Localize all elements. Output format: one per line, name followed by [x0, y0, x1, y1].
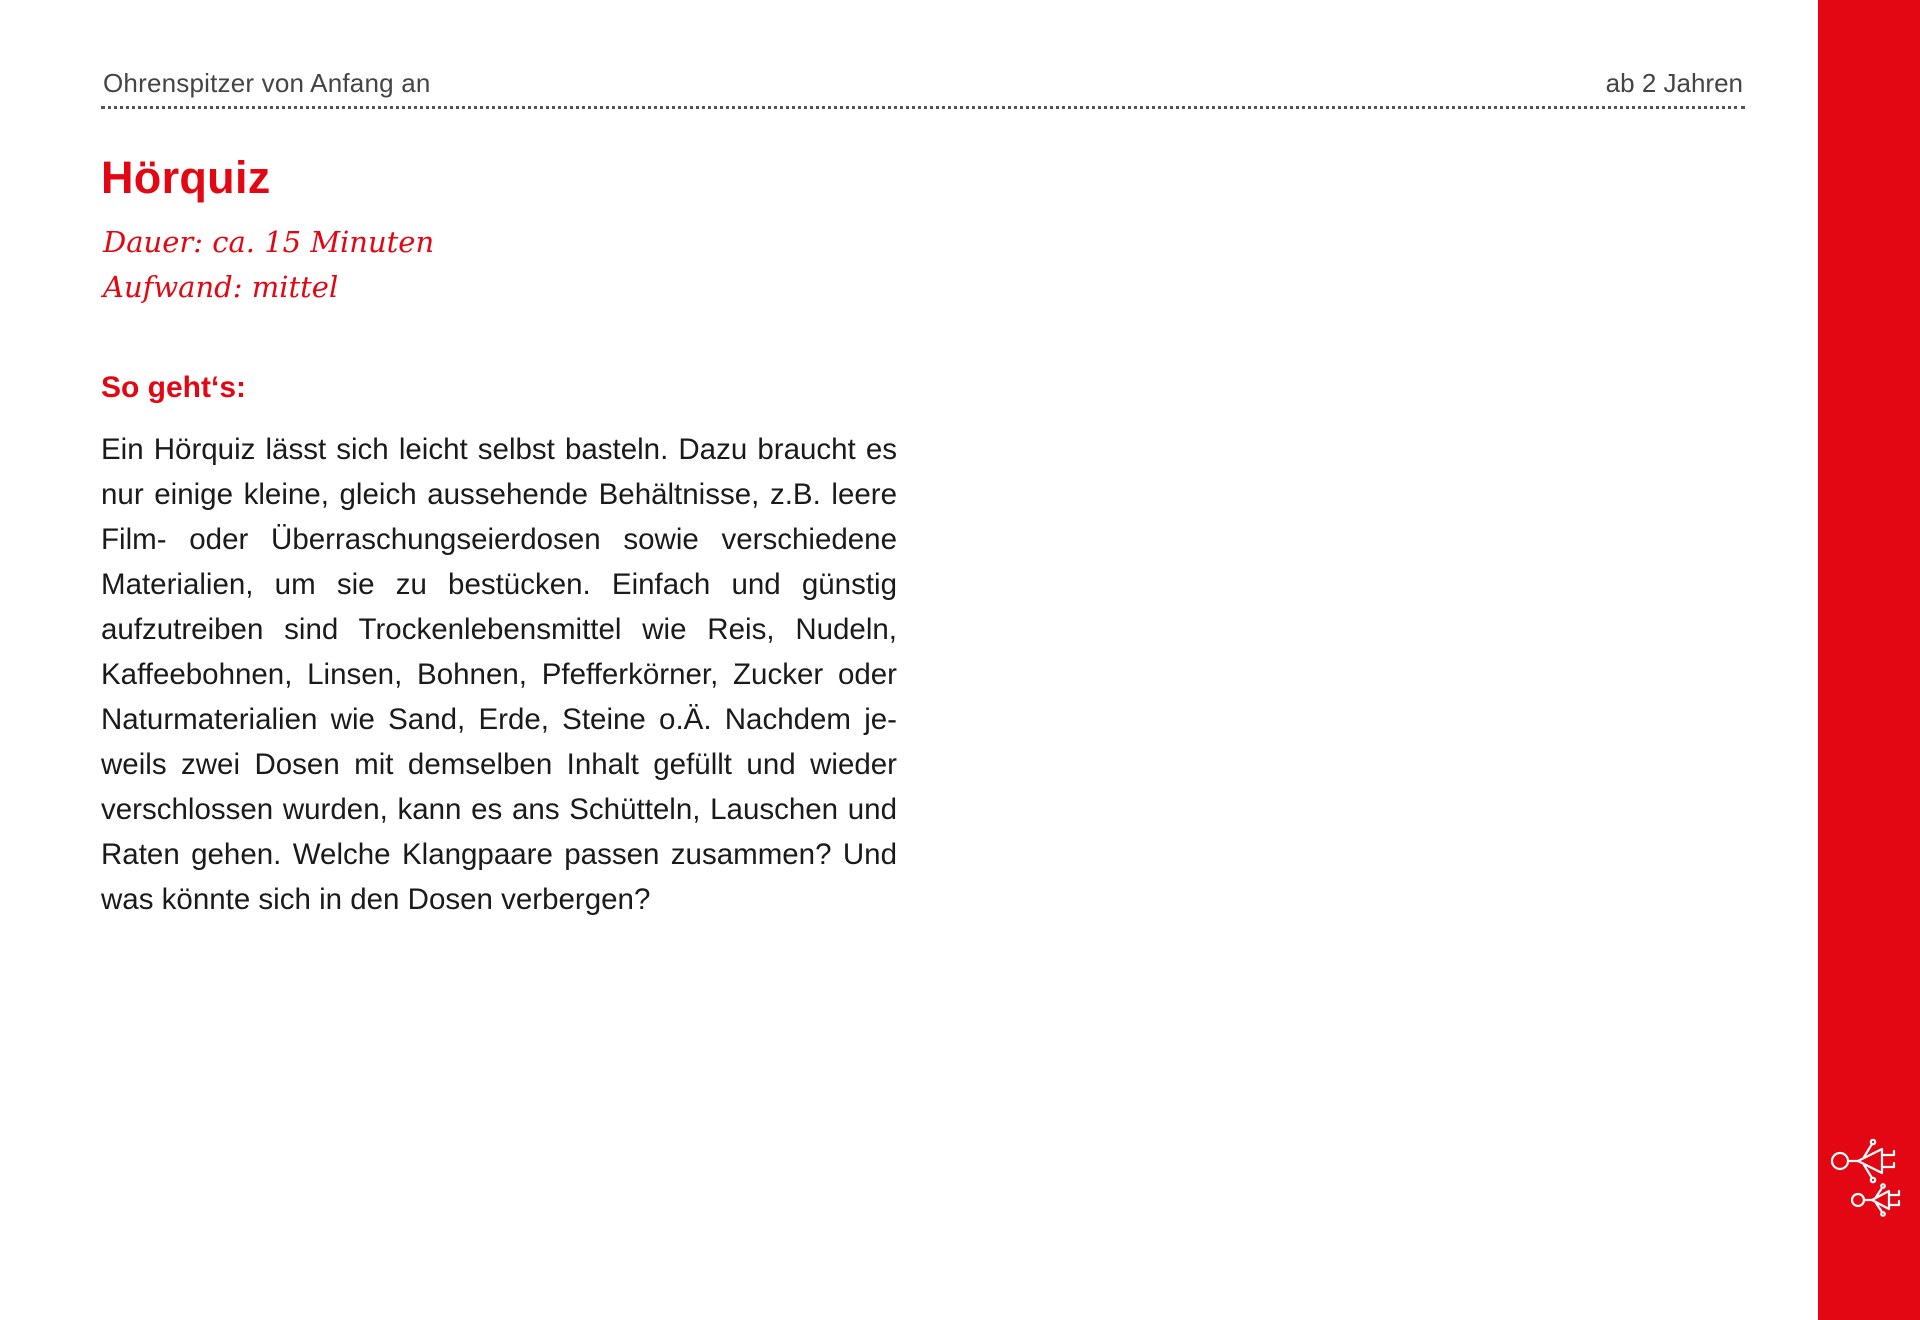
series-title: Ohrenspitzer von Anfang an	[103, 68, 431, 98]
activity-meta	[103, 220, 434, 310]
effort-label: Aufwand: mittel	[103, 270, 339, 304]
age-label: ab 2 Jahren	[1605, 68, 1743, 98]
side-bar	[1818, 0, 1920, 1320]
family-icon	[1826, 1130, 1912, 1220]
page-title: Hörquiz	[101, 152, 271, 203]
section-heading: So geht‘s:	[101, 371, 247, 404]
instructions-text: Ein Hörquiz lässt sich leicht selbst basteln. Dazu braucht es nur einige kleine, gleich aussehende Behältnisse, z.B. leere Film- oder Überraschungseierdosen sowie verschiedene Materialien, um sie zu bestücken. Einfach und günstig aufzutreiben sind Trockenlebensmittel wie Reis, Nudeln, Kaffeebohnen, Linsen, Bohnen, Pfefferkörner, Zucker oder Naturmaterialien wie Sand, Erde, Steine o.Ä. Nachdem jeweils zwei Dosen mit demselben Inhalt gefüllt und wieder verschlossen wurden, kann es ans Schütteln, Lauschen und Raten gehen. Welche Klangpaare passen zusammen? Und was könnte sich in den Dosen verbergen?	[101, 433, 897, 916]
page-header	[101, 66, 1745, 109]
duration-label: Dauer: ca. 15 Minuten	[103, 225, 435, 259]
